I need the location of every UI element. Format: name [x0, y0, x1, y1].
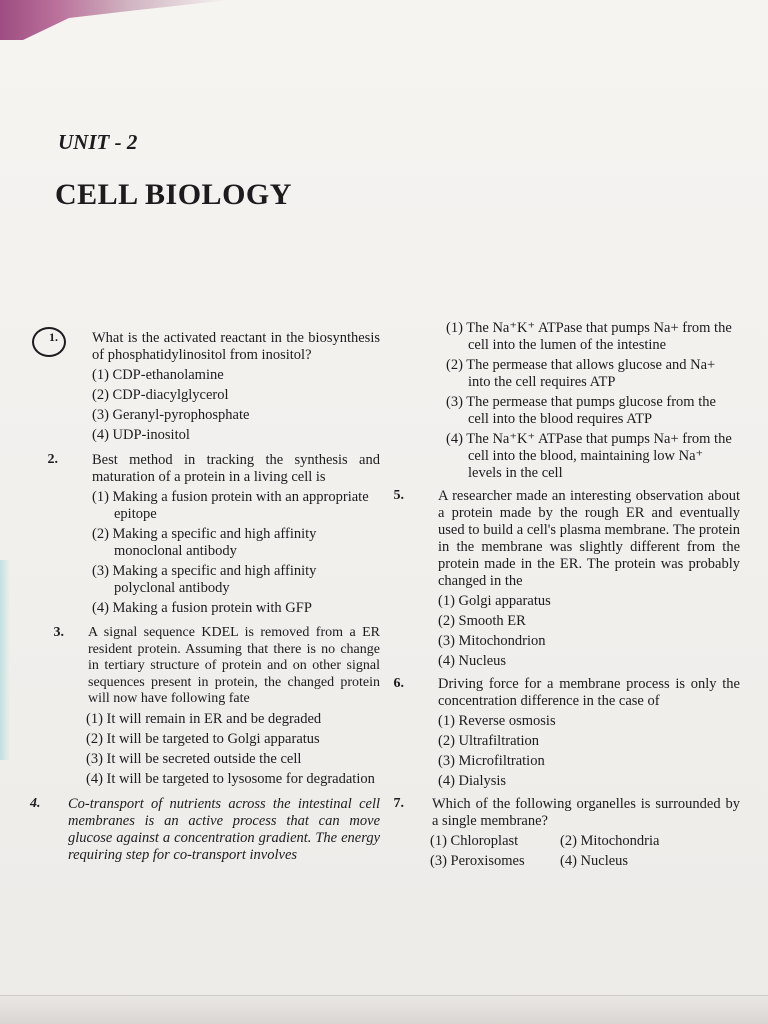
question-text: Best method in tracking the synthesis and maturation of a protein in a living cell is: [92, 452, 380, 485]
options-list: [430, 833, 740, 873]
question-number: 3.: [53, 625, 64, 640]
corner-stain: [0, 0, 230, 40]
question-3: [30, 625, 380, 788]
option: (1) Making a fusion protein with an appropriate epitope: [92, 489, 369, 522]
option: (3) It will be secreted outside the cell: [86, 750, 302, 767]
options-list: [92, 489, 380, 617]
option: (2) Mitochondria: [560, 833, 660, 849]
question-1: [30, 330, 380, 444]
options-list: [86, 711, 380, 788]
option: (3) Making a specific and high affinity polyclonal antibody: [92, 563, 317, 596]
option: (1) Golgi apparatus: [438, 593, 551, 609]
option: (4) UDP-inositol: [92, 427, 190, 443]
option: (1) Reverse osmosis: [438, 713, 556, 729]
option: (4) It will be targeted to lysosome for degradation: [86, 770, 375, 787]
unit-heading: UNIT - 2: [58, 130, 138, 154]
option: (4) Dialysis: [438, 773, 507, 789]
option: (2) Ultrafiltration: [438, 733, 540, 749]
question-4: [30, 796, 380, 864]
option: (3) Geranyl-pyrophosphate: [92, 407, 250, 423]
question-text: A researcher made an interesting observation about a protein made by the rough ER and eventually used to build a cell's plasma membrane. The protein in the membrane was slightly different from the protein made in the ER. The protein was probably changed in the: [438, 488, 740, 589]
option: (1) Chloroplast: [430, 833, 519, 849]
edge-shadow: [0, 560, 10, 760]
question-number: 5.: [393, 488, 404, 503]
question-text: Which of the following organelles is surrounded by a single membrane?: [432, 796, 740, 829]
option: (4) Nucleus: [560, 853, 629, 869]
option: (4) Nucleus: [438, 653, 507, 669]
question-7: [390, 796, 740, 873]
question-text: A signal sequence KDEL is removed from a ER resident protein. Assuming that there is no change in tertiary structure of protein and on other signal sequences present in protein, the changed protein will now have following fate: [88, 625, 380, 706]
page-title: CELL BIOLOGY: [55, 178, 292, 211]
option: (2) CDP-diacylglycerol: [92, 387, 229, 403]
question-2: [30, 452, 380, 617]
option: (3) Mitochondrion: [438, 633, 546, 649]
question-number: 4.: [30, 795, 41, 811]
option-row: [430, 853, 740, 873]
question-text: What is the activated reactant in the biosynthesis of phosphatidylinositol from inositol?: [92, 330, 380, 363]
option-row: [430, 833, 740, 853]
question-text: Driving force for a membrane process is only the concentration difference in the case of: [438, 676, 740, 709]
question-number: 2.: [47, 452, 58, 467]
option: (3) Microfiltration: [438, 753, 545, 769]
question-number: 6.: [393, 676, 404, 691]
options-list: [92, 367, 380, 444]
option: (2) Smooth ER: [438, 613, 526, 629]
question-4-options: [446, 320, 740, 482]
question-number: 7.: [393, 796, 404, 811]
page-bottom-edge: [0, 995, 768, 1024]
right-column: [390, 320, 740, 879]
question-5: [390, 488, 740, 670]
option: (1) The Na⁺K⁺ ATPase that pumps Na+ from the cell into the lumen of the intestine: [446, 320, 732, 353]
option: (2) It will be targeted to Golgi apparatus: [86, 730, 320, 747]
question-number: 1.: [49, 330, 58, 344]
option: (1) CDP-ethanolamine: [92, 367, 224, 383]
options-list: [438, 593, 740, 670]
option: (4) Making a fusion protein with GFP: [92, 600, 312, 616]
question-text: Co-transport of nutrients across the intestinal cell membranes is an active process that can move glucose against a concentration gradient. The energy requiring step for co-transport involves: [68, 795, 380, 863]
option: (3) The permease that pumps glucose from the cell into the blood requires ATP: [446, 394, 716, 427]
option: (3) Peroxisomes: [430, 853, 525, 869]
option: (1) It will remain in ER and be degraded: [86, 710, 322, 727]
option: (2) Making a specific and high affinity monoclonal antibody: [92, 526, 317, 559]
question-6: [390, 676, 740, 790]
option: (2) The permease that allows glucose and Na+ into the cell requires ATP: [446, 357, 716, 390]
left-column: [30, 330, 380, 870]
option: (4) The Na⁺K⁺ ATPase that pumps Na+ from the cell into the blood, maintaining low Na⁺ levels in the cell: [446, 431, 732, 481]
options-list: [438, 713, 740, 790]
